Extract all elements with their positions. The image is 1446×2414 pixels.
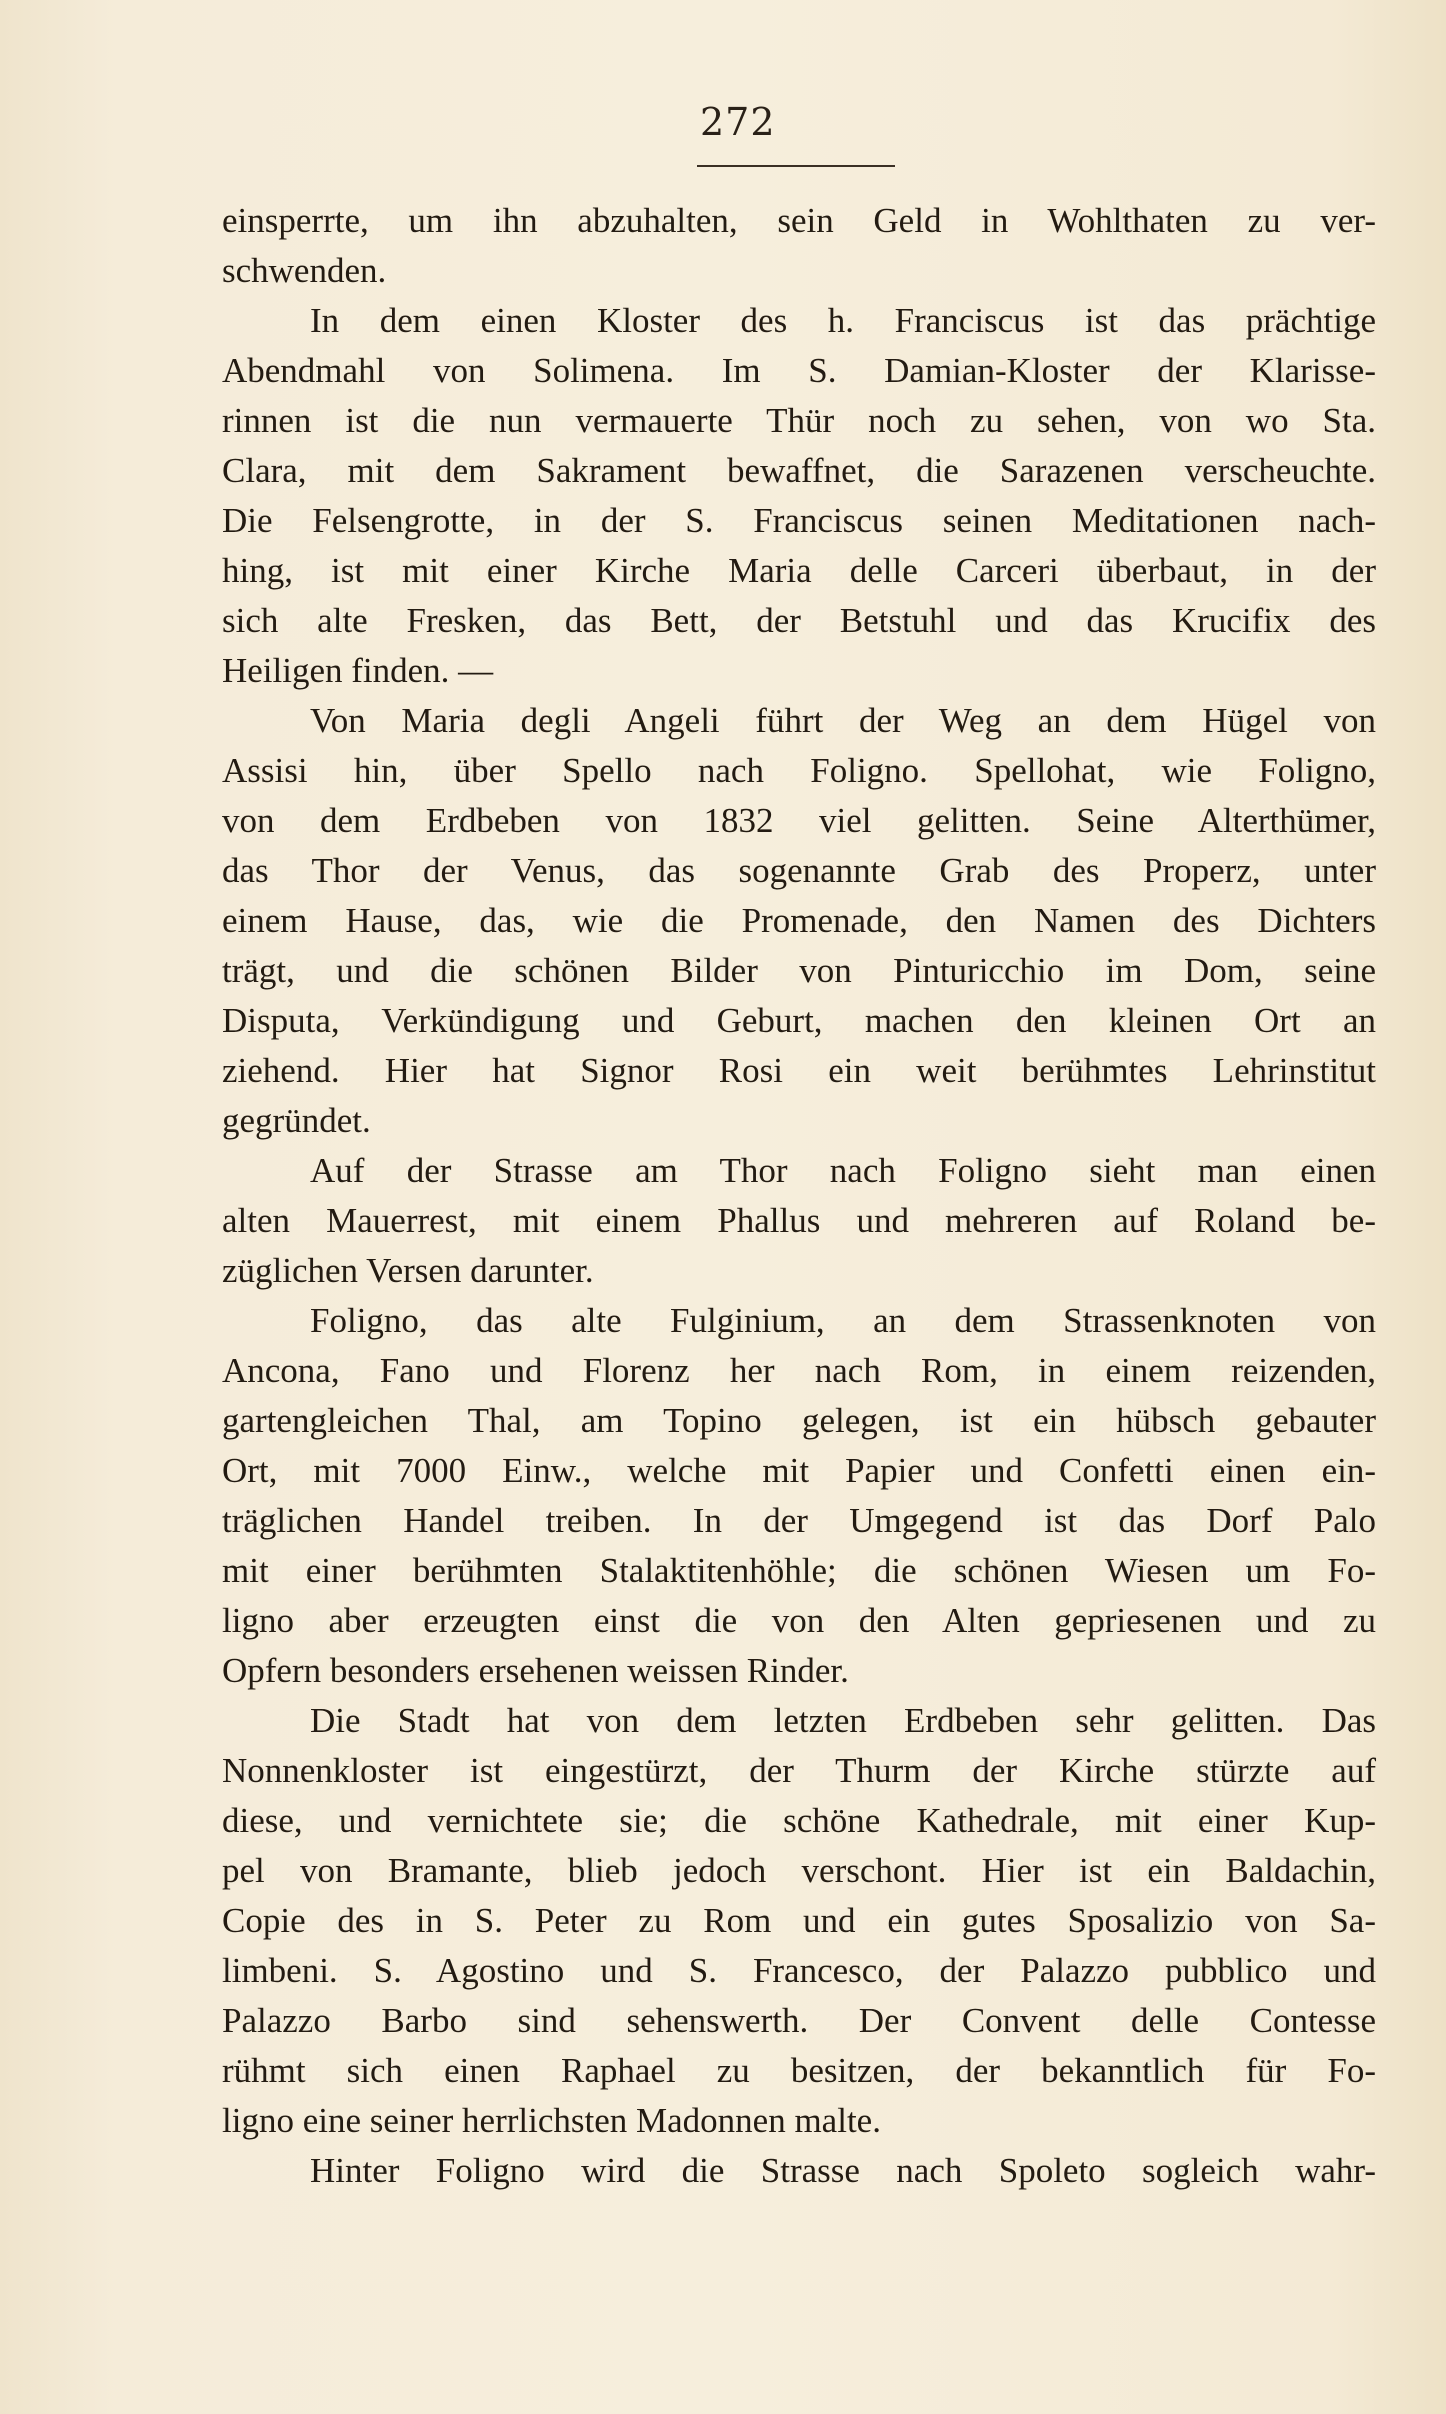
text-line: gegründet. xyxy=(222,1101,371,1140)
text-line: trägt, und die schönen Bilder von Pinturicchio im Dom, seine xyxy=(222,951,1376,990)
text-line: träglichen Handel treiben. In der Umgegend ist das Dorf Palo xyxy=(222,1501,1376,1540)
text-line: alten Mauerrest, mit einem Phallus und mehreren auf Roland be- xyxy=(222,1201,1376,1240)
text-line: Clara, mit dem Sakrament bewaffnet, die Sarazenen verscheuchte. xyxy=(222,451,1376,490)
text-line: Disputa, Verkündigung und Geburt, machen den kleinen Ort an xyxy=(222,1001,1376,1040)
text-line: schwenden. xyxy=(222,251,387,290)
text-line: einsperrte, um ihn abzuhalten, sein Geld in Wohlthaten zu ver- xyxy=(222,201,1376,240)
text-line: Ancona, Fano und Florenz her nach Rom, in einem reizenden, xyxy=(222,1351,1376,1390)
text-line: diese, und vernichtete sie; die schöne Kathedrale, mit einer Kup- xyxy=(222,1801,1376,1840)
text-line: hing, ist mit einer Kirche Maria delle Carceri überbaut, in der xyxy=(222,551,1376,590)
text-line: Die Felsengrotte, in der S. Franciscus seinen Meditationen nach- xyxy=(222,501,1376,540)
text-line: von dem Erdbeben von 1832 viel gelitten. Seine Alterthümer, xyxy=(222,801,1376,840)
text-line: In dem einen Kloster des h. Franciscus ist das prächtige xyxy=(310,301,1376,340)
text-line: limbeni. S. Agostino und S. Francesco, der Palazzo pubblico und xyxy=(222,1951,1376,1990)
text-line: ziehend. Hier hat Signor Rosi ein weit berühmtes Lehrinstitut xyxy=(222,1051,1376,1090)
header-rule xyxy=(697,165,895,167)
text-line: mit einer berühmten Stalaktitenhöhle; die schönen Wiesen um Fo- xyxy=(222,1551,1376,1590)
text-line: das Thor der Venus, das sogenannte Grab des Properz, unter xyxy=(222,851,1376,890)
text-line: einem Hause, das, wie die Promenade, den Namen des Dichters xyxy=(222,901,1376,940)
text-line: pel von Bramante, blieb jedoch verschont. Hier ist ein Baldachin, xyxy=(222,1851,1376,1890)
text-line: rühmt sich einen Raphael zu besitzen, der bekanntlich für Fo- xyxy=(222,2051,1376,2090)
text-line: sich alte Fresken, das Bett, der Betstuhl und das Krucifix des xyxy=(222,601,1376,640)
text-line: ligno aber erzeugten einst die von den Alten gepriesenen und zu xyxy=(222,1601,1376,1640)
text-line: Assisi hin, über Spello nach Foligno. Spellohat, wie Foligno, xyxy=(222,751,1376,790)
text-line: Foligno, das alte Fulginium, an dem Strassenknoten von xyxy=(310,1301,1376,1340)
text-line: Opfern besonders ersehenen weissen Rinder. xyxy=(222,1651,849,1690)
text-line: gartengleichen Thal, am Topino gelegen, ist ein hübsch gebauter xyxy=(222,1401,1376,1440)
body-text xyxy=(222,196,1376,2196)
text-line: Von Maria degli Angeli führt der Weg an dem Hügel von xyxy=(310,701,1376,740)
text-line: Die Stadt hat von dem letzten Erdbeben sehr gelitten. Das xyxy=(310,1701,1376,1740)
text-line: züglichen Versen darunter. xyxy=(222,1251,594,1290)
text-line: Abendmahl von Solimena. Im S. Damian-Kloster der Klarisse- xyxy=(222,351,1376,390)
text-line: Ort, mit 7000 Einw., welche mit Papier und Confetti einen ein- xyxy=(222,1451,1376,1490)
text-line: rinnen ist die nun vermauerte Thür noch zu sehen, von wo Sta. xyxy=(222,401,1376,440)
text-line: ligno eine seiner herrlichsten Madonnen malte. xyxy=(222,2101,881,2140)
text-line: Hinter Foligno wird die Strasse nach Spoleto sogleich wahr- xyxy=(310,2151,1376,2190)
page-number: 272 xyxy=(700,100,776,144)
text-line: Nonnenkloster ist eingestürzt, der Thurm der Kirche stürzte auf xyxy=(222,1751,1376,1790)
text-line: Auf der Strasse am Thor nach Foligno sieht man einen xyxy=(310,1151,1376,1190)
text-line: Palazzo Barbo sind sehenswerth. Der Convent delle Contesse xyxy=(222,2001,1376,2040)
text-line: Copie des in S. Peter zu Rom und ein gutes Sposalizio von Sa- xyxy=(222,1901,1376,1940)
text-line: Heiligen finden. — xyxy=(222,651,494,690)
